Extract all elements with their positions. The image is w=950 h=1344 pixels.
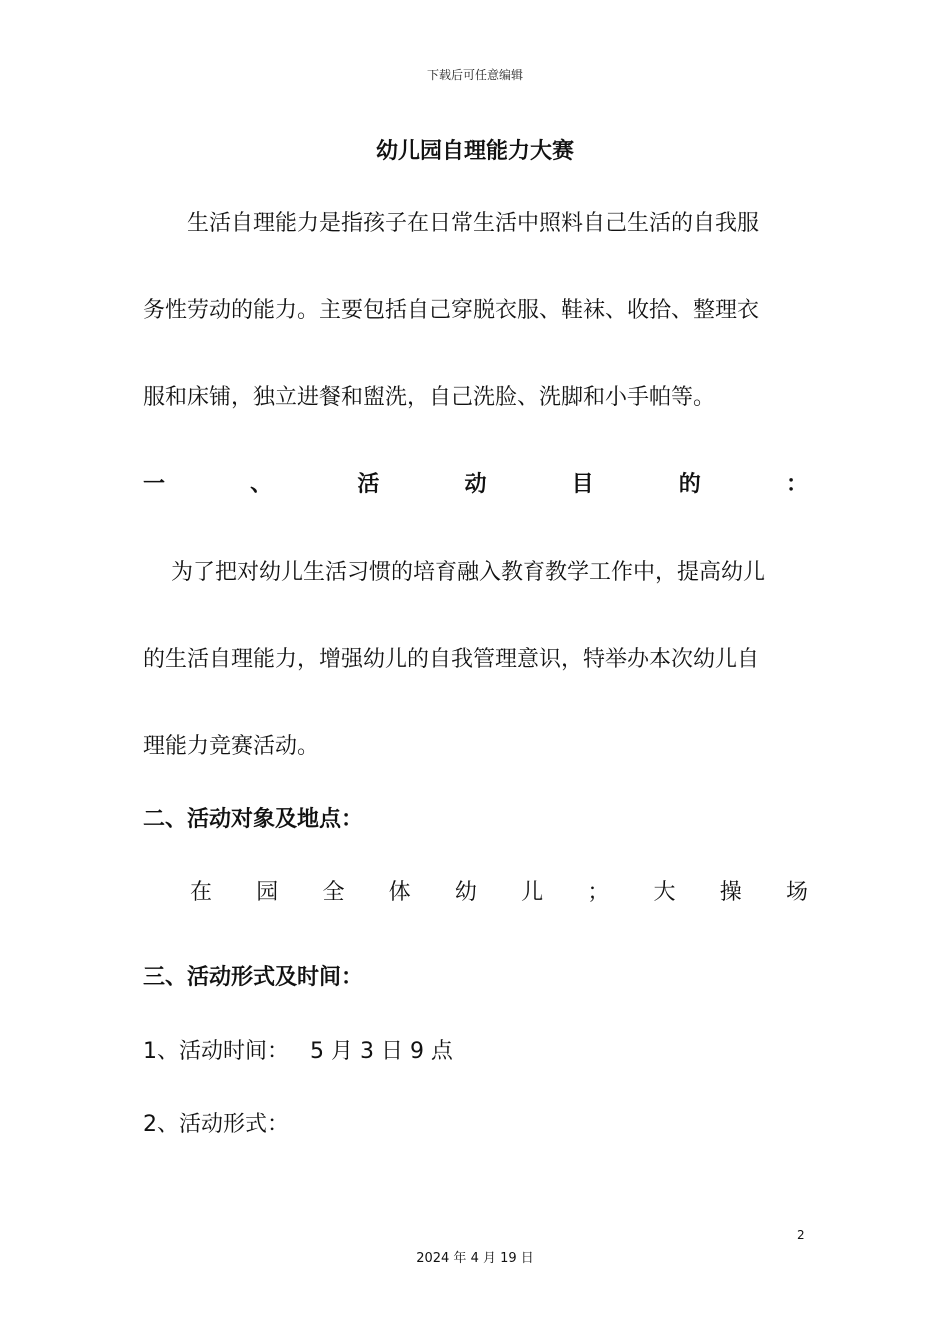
spaced-char: 操 <box>719 880 742 905</box>
intro-line-3: 服和床铺，独立进餐和盥洗，自己洗脸、洗脚和小手帕等。 <box>143 385 716 410</box>
heading-char: 、 <box>250 472 273 497</box>
header-note: 下载后可任意编辑 <box>426 68 523 82</box>
section-heading-format-time: 三、活动形式及时间： <box>143 965 364 990</box>
spaced-char: 全 <box>322 880 345 905</box>
spaced-char: 儿 <box>521 880 544 905</box>
spaced-char: ； <box>587 880 610 905</box>
page-number: 2 <box>797 1228 805 1242</box>
section-heading-participants: 二、活动对象及地点： <box>143 807 364 832</box>
intro-line-2: 务性劳动的能力。主要包括自己穿脱衣服、鞋袜、收拾、整理衣 <box>143 298 760 323</box>
heading-char: 动 <box>464 472 487 497</box>
spaced-char: 大 <box>653 880 676 905</box>
purpose-paragraph <box>143 529 808 790</box>
heading-char: 目 <box>571 472 594 497</box>
document-title: 幼儿园自理能力大赛 <box>375 139 574 164</box>
footer-date: 2024 年 4 月 19 日 <box>416 1251 534 1266</box>
intro-paragraph <box>143 180 808 441</box>
section-heading-purpose <box>143 441 808 528</box>
heading-char: ： <box>785 472 808 497</box>
activity-format-item: 2、活动形式： <box>143 1112 289 1137</box>
spaced-char: 场 <box>785 880 808 905</box>
participants-location-line <box>190 868 808 918</box>
spaced-char: 体 <box>388 880 411 905</box>
spaced-char: 在 <box>190 880 213 905</box>
purpose-line-2: 的生活自理能力，增强幼儿的自我管理意识，特举办本次幼儿自 <box>143 647 760 672</box>
intro-line-1: 生活自理能力是指孩子在日常生活中照料自己生活的自我服 <box>187 211 760 236</box>
spaced-char: 幼 <box>454 880 477 905</box>
purpose-line-3: 理能力竞赛活动。 <box>143 734 320 759</box>
purpose-line-1: 为了把对幼儿生活习惯的培育融入教育教学工作中，提高幼儿 <box>171 560 766 585</box>
heading-char: 活 <box>357 472 380 497</box>
activity-time-item: 1、活动时间： 5 月 3 日 9 点 <box>143 1039 453 1064</box>
spaced-char: 园 <box>256 880 279 905</box>
heading-char: 一 <box>143 472 166 497</box>
heading-char: 的 <box>678 472 701 497</box>
